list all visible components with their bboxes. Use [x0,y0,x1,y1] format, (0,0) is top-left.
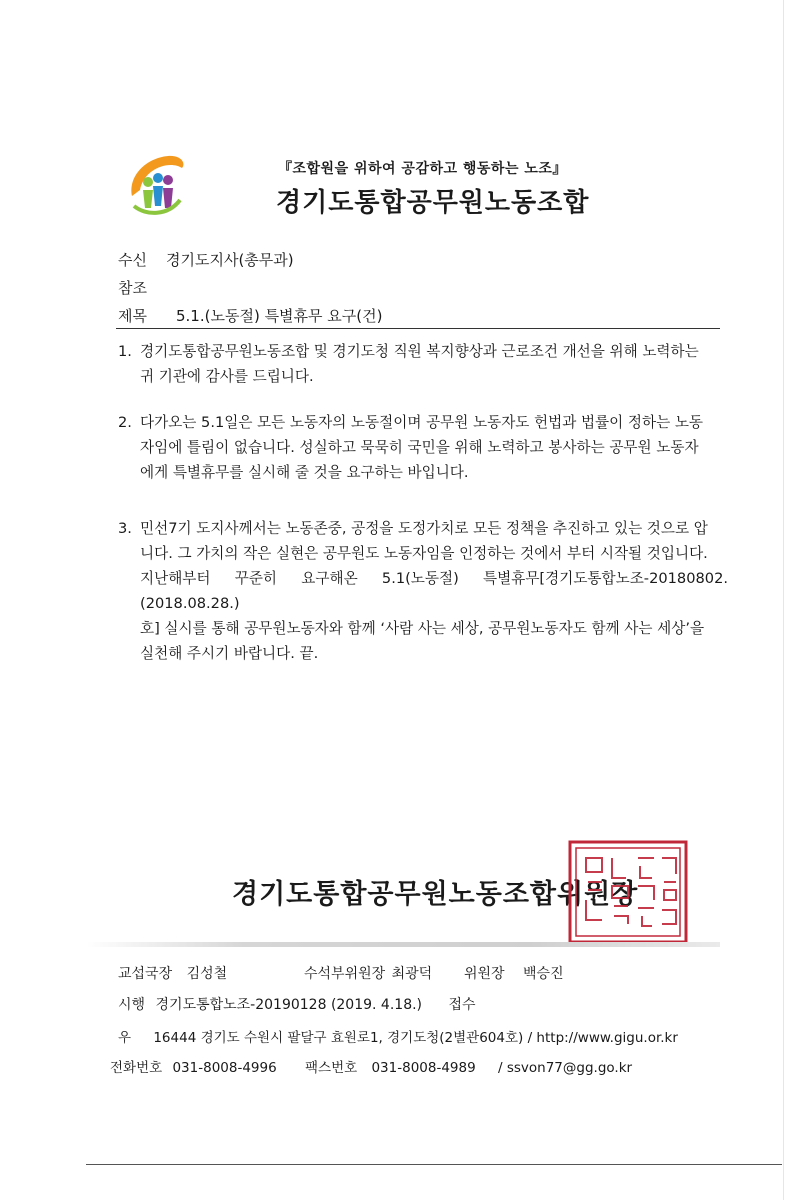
enforcement-label: 시행 [118,997,146,1013]
paragraph-number: 2. [118,414,132,431]
reference-row [118,277,166,298]
paragraph-3 [118,516,728,666]
postal-value: 16444 경기도 수원시 팔달구 효원로1, 경기도청(2별관604호) / http://www.gigu.or.kr [153,1030,678,1046]
approver-role: 교섭국장 [118,966,173,982]
scan-edge [783,0,784,1200]
approver-name: 김성철 [186,966,228,982]
receipt-label: 접수 [448,997,476,1013]
header-divider [116,328,720,329]
reference-label: 참조 [118,279,147,297]
recipient-value: 경기도지사(총무과) [166,251,294,269]
approver-2 [304,963,432,983]
union-logo [124,150,186,220]
phone-value: 031-8008-4996 [172,1060,277,1076]
paragraph-text: 민선7기 도지사께서는 노동존중, 공정을 도정가치로 모든 정책을 추진하고 있는 것으로 압 니다. 그 가치의 작은 실현은 공무원도 노동자임을 인정하는 것에서 부터 시작될 것입니다. 지난해부터 꾸준히 요구해온 5.1(노동절) 특별휴무[경기도통합노조-20180802.(2018.08.28.) 호] 실시를 통해 공무원노동자와 함께 ‘사람 사는 세상, 공무원노동자도 함께 사는 세상’을 실천해 주시기 바랍니다. 끝. [140,520,728,662]
address-row [118,1026,678,1046]
paragraph-text: 다가오는 5.1일은 모든 노동자의 노동절이며 공무원 노동자도 헌법과 법률이 정하는 노동 자임에 틀림이 없습니다. 성실하고 묵묵히 국민을 위해 노력하고 봉사하는 공무원 노동자 에게 특별휴무를 실시해 줄 것을 요구하는 바입니다. [140,414,704,481]
email-value: / ssvon77@gg.go.kr [498,1060,633,1076]
official-seal [566,838,690,946]
footer-separator [86,936,720,952]
approver-role: 위원장 [464,966,505,982]
contact-row [110,1056,632,1076]
fax-label: 팩스번호 [305,1060,358,1076]
subject-row [118,305,382,326]
enforcement-value: 경기도통합노조-20190128 (2019. 4.18.) [155,997,423,1013]
organization-title: 경기도통합공무원노동조합 [276,188,590,218]
bottom-divider [86,1164,782,1165]
approver-name: 최광덕 [391,966,433,982]
paragraph-number: 1. [118,343,132,360]
paragraph-1 [118,339,728,389]
recipient-row [118,249,294,270]
signatory-title: 경기도통합공무원노동조합위원장 [232,879,639,910]
fax-value: 031-8008-4989 [371,1060,476,1076]
paragraph-text: 경기도통합공무원노동조합 및 경기도청 직원 복지향상과 근로조건 개선을 위해 노력하는 귀 기관에 감사를 드립니다. [140,343,699,385]
approver-1 [118,963,227,983]
slogan: 『조합원을 위하여 공감하고 행동하는 노조』 [278,161,567,177]
postal-label: 우 [118,1030,132,1046]
enforcement-row [118,994,476,1014]
subject-value: 5.1.(노동절) 특별휴무 요구(건) [176,307,383,325]
phone-label: 전화번호 [110,1060,163,1076]
paragraph-number: 3. [118,520,132,537]
approver-3 [464,963,564,983]
subject-label: 제목 [118,307,147,325]
approver-role: 수석부위원장 [304,966,386,982]
approver-name: 백승진 [523,966,564,982]
paragraph-2 [118,410,728,485]
recipient-label: 수신 [118,251,147,269]
